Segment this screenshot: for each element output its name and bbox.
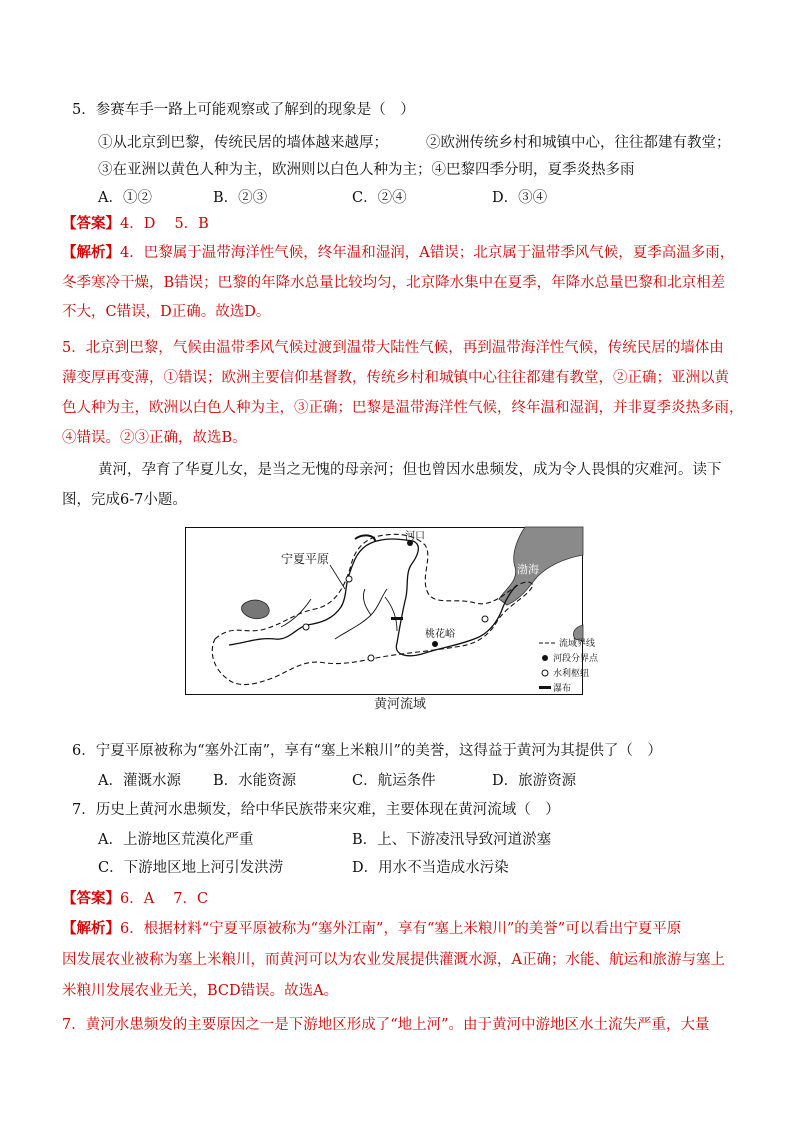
q6-stem: 6．宁夏平原被称为“塞外江南”，享有“塞上米粮川”的美誉，这得益于黄河为其提供了（ ）	[72, 743, 662, 759]
q5-option-a: A．①②	[98, 190, 152, 206]
explanation-6-line-3: 米粮川发展农业无关，BCD错误。故选A。	[62, 983, 339, 999]
intro-line-2: 图，完成6-7小题。	[62, 492, 187, 508]
explanation-4-text-1: 4．巴黎属于温带海洋性气候，终年温和湿润，A错误；北京属于温带季风气候，夏季高温多雨，	[120, 245, 735, 261]
q5-option-c: C．②④	[352, 190, 407, 206]
answer-4-5	[62, 214, 209, 234]
legend-waterfall: 瀑布	[553, 684, 572, 694]
explanation-tag: 【解析】	[62, 244, 120, 261]
label-ningxia: 宁夏平原	[281, 552, 330, 566]
q5-statement-1: ①从北京到巴黎，传统民居的墙体越来越厚；	[98, 135, 388, 151]
map-caption: 黄河流域	[373, 697, 426, 712]
q5-statement-2: ②欧洲传统乡村和城镇中心，往往都建有教堂；	[426, 135, 731, 151]
explanation-4-line-3: 不大，C错误，D正确。故选D。	[62, 304, 271, 320]
explanation-5-line-2: 薄变厚再变薄，①错误；欧洲主要信仰基督教，传统乡村和城镇中心往往都建有教堂，②正确；亚洲以黄	[62, 370, 729, 386]
q7-option-d: D．用水不当造成水污染	[352, 860, 509, 876]
q6-option-d: D．旅游资源	[492, 773, 577, 789]
q5-option-b: B．②③	[213, 190, 268, 206]
explanation-6-line-1	[62, 919, 681, 939]
answer-text-2: 6．A 7．C	[120, 891, 209, 907]
answer-tag-2: 【答案】	[62, 890, 120, 907]
legend-division-point: 河段分界点	[553, 654, 599, 664]
q7-option-a: A．上游地区荒漠化严重	[98, 832, 254, 848]
dam-1	[303, 624, 309, 630]
answer-text: 4．D 5．B	[120, 216, 209, 232]
legend-dam: 水利枢纽	[553, 669, 590, 679]
dam-3	[482, 616, 488, 622]
q5-stem: 5．参赛车手一路上可能观察或了解到的现象是（ ）	[72, 102, 415, 118]
q7-option-c: C．下游地区地上河引发洪涝	[98, 860, 284, 876]
label-hekou: 河口	[405, 531, 425, 542]
explanation-tag-2: 【解析】	[62, 920, 120, 937]
waterfall-mark	[391, 617, 403, 620]
legend-boundary: 流域界线	[559, 639, 596, 649]
q5-option-d: D．③④	[492, 190, 548, 206]
label-taohuayu: 桃花峪	[425, 629, 455, 640]
explanation-6-line-2: 因发展农业被称为塞上米粮川，而黄河可以为农业发展提供灌溉水源，A正确；水能、航运和旅游与塞上	[62, 952, 725, 968]
answer-6-7	[62, 889, 208, 909]
q5-statement-3: ③在亚洲以黄色人种为主，欧洲则以白色人种为主；④巴黎四季分明，夏季炎热多雨	[98, 162, 635, 178]
q6-option-c: C．航运条件	[352, 773, 436, 789]
yellow-river-basin-map	[185, 527, 599, 695]
intro-line-1: 黄河，孕育了华夏儿女，是当之无愧的母亲河；但也曾因水患频发，成为令人畏惧的灾难河。读下	[98, 462, 722, 478]
answer-tag: 【答案】	[62, 215, 120, 232]
q7-stem: 7．历史上黄河水患频发，给中华民族带来灾难，主要体现在黄河流域（ ）	[72, 802, 560, 818]
q6-option-b: B．水能资源	[213, 773, 297, 789]
explanation-6-text-1: 6．根据材料“宁夏平原被称为“塞外江南”，享有“塞上米粮川”的美誉”可以看出宁夏平原	[120, 921, 682, 937]
dam-2	[368, 655, 374, 661]
taohuayu-point	[432, 641, 438, 647]
explanation-4-line-1	[62, 243, 734, 263]
explanation-5-line-4: ④错误。②③正确，故选B。	[62, 430, 247, 446]
label-bohai: 渤海	[517, 563, 539, 576]
dam-4	[346, 576, 352, 582]
q7-option-b: B．上、下游凌汛导致河道淤塞	[352, 832, 552, 848]
explanation-5-line-3: 色人种为主，欧洲以白色人种为主，③正确；巴黎是温带海洋性气候，终年温和湿润，并非夏季炎热多雨，	[62, 400, 744, 416]
q6-option-a: A．灌溉水源	[98, 773, 181, 789]
explanation-4-line-2: 冬季寒冷干燥，B错误；巴黎的年降水总量比较均匀，北京降水集中在夏季，年降水总量巴黎和北京相差	[62, 275, 726, 291]
explanation-7-line-1: 7．黄河水患频发的主要原因之一是下游地区形成了“地上河”。由于黄河中游地区水土流失严重，大量	[62, 1017, 710, 1033]
explanation-5-line-1: 5．北京到巴黎，气候由温带季风气候过渡到温带大陆性气候，再到温带海洋性气候，传统民居的墙体由	[62, 340, 724, 356]
